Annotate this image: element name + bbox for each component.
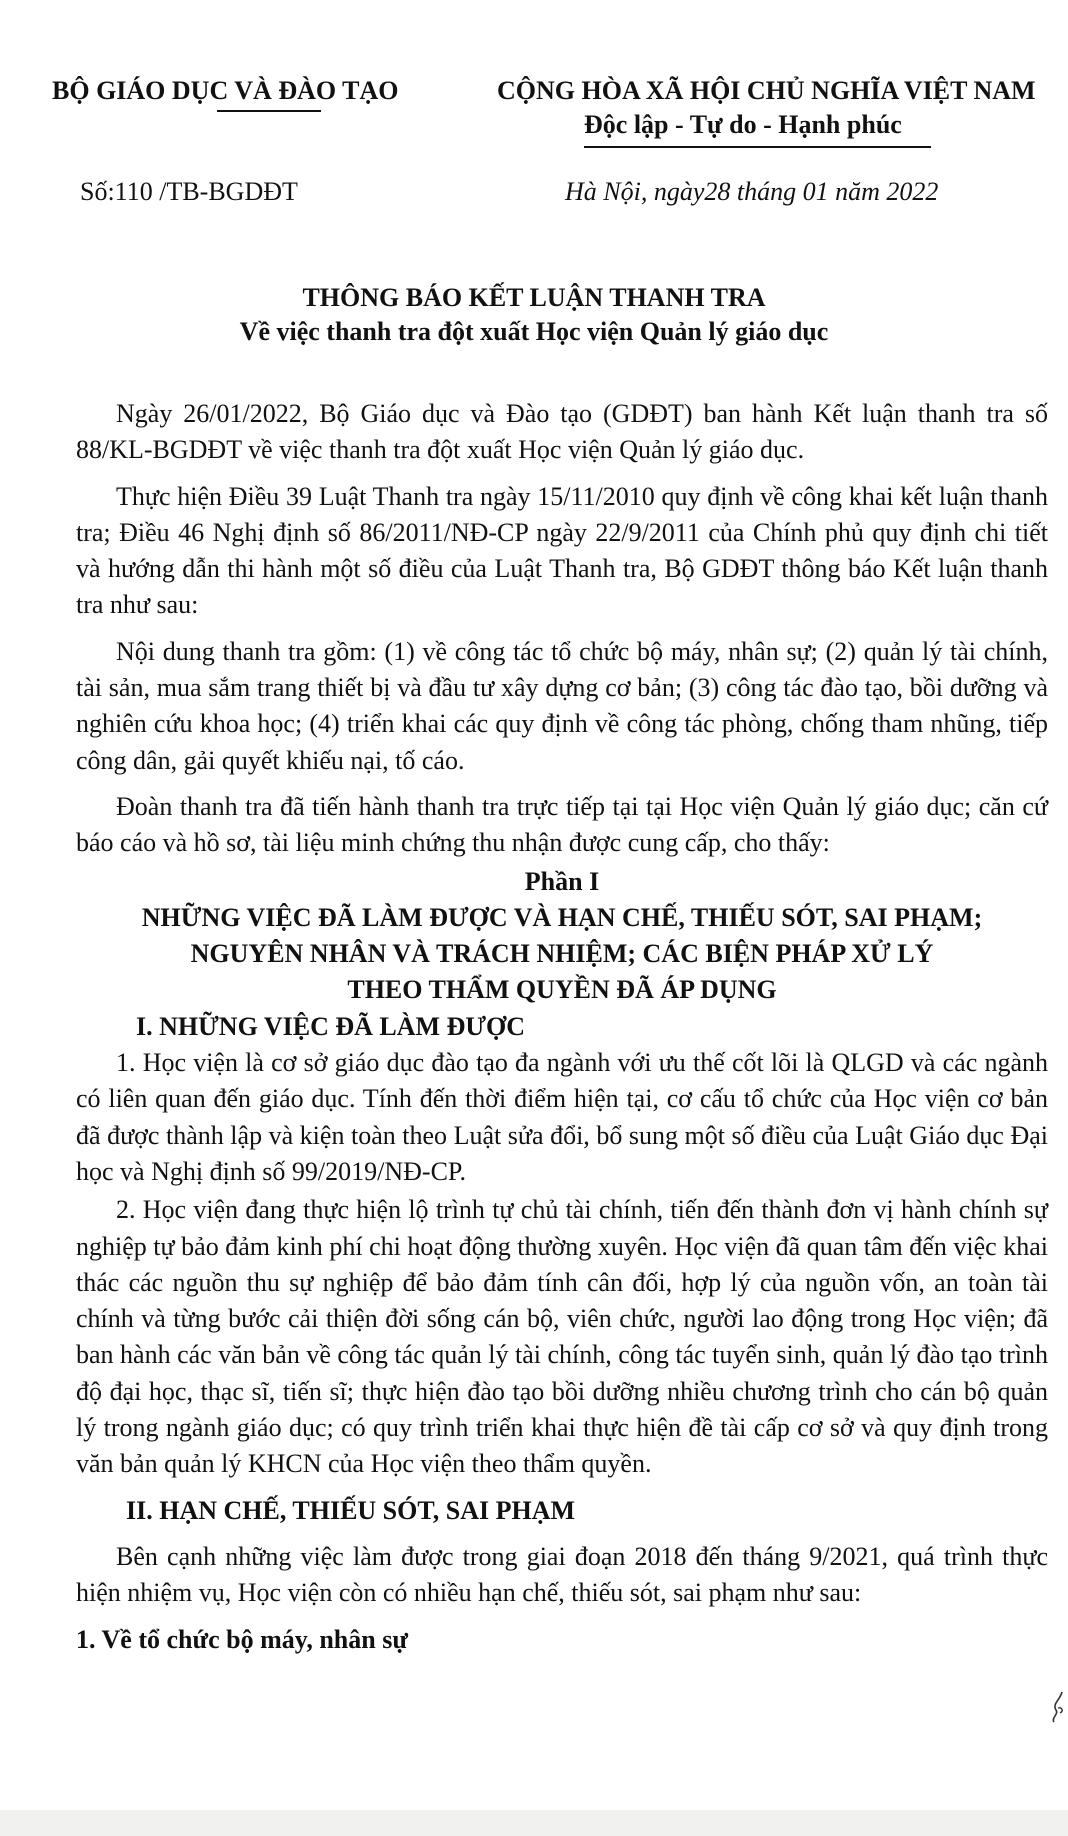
pen-mark-icon xyxy=(1048,1690,1068,1724)
section-1-heading: I. NHỮNG VIỆC ĐÃ LÀM ĐƯỢC xyxy=(136,1011,526,1041)
intro-paragraph-2: Thực hiện Điều 39 Luật Thanh tra ngày 15/11/2010 quy định về công khai kết luận thanh tra; Điều 46 Nghị định số 86/2011/NĐ-CP ngày 22/9/2011 của Chính phủ quy định chi tiết và hướng dẫn thi hành một số điều của Luật Thanh tra, Bộ GDĐT thông báo Kết luận thanh tra như sau: xyxy=(76,481,1048,620)
intro-paragraph-3: Nội dung thanh tra gồm: (1) về công tác tổ chức bộ máy, nhân sự; (2) quản lý tài chính, tài sản, mua sắm trang thiết bị và đầu tư xây dựng cơ bản; (3) công tác đào tạo, bồi dưỡng và nghiên cứu khoa học; (4) triển khai các quy định về công tác phòng, chống tham nhũng, tiếp công dân, gải quyết khiếu nại, tố cáo. xyxy=(76,636,1048,775)
document-date: Hà Nội, ngày28 tháng 01 năm 2022 xyxy=(565,177,939,206)
motto-underline xyxy=(584,146,931,148)
part-heading-line-1: NHỮNG VIỆC ĐÃ LÀM ĐƯỢC VÀ HẠN CHẾ, THIẾU SÓT, SAI PHẠM; xyxy=(141,902,983,932)
document-header xyxy=(0,72,1068,152)
section-2-heading: II. HẠN CHẾ, THIẾU SÓT, SAI PHẠM xyxy=(126,1495,576,1525)
document-title: THÔNG BÁO KẾT LUẬN THANH TRA xyxy=(302,283,766,312)
page-bottom-margin xyxy=(0,1810,1068,1836)
national-motto: Độc lập - Tự do - Hạnh phúc xyxy=(584,110,902,139)
national-title: CỘNG HÒA XÃ HỘI CHỦ NGHĨA VIỆT NAM xyxy=(497,76,1036,105)
section-1-item-1: 1. Học viện là cơ sở giáo dục đào tạo đa ngành với ưu thế cốt lõi là QLGD và các ngành có liên quan đến giáo dục. Tính đến thời điểm hiện tại, cơ cấu tổ chức của Học viện cơ bản đã được thành lập và kiện toàn theo Luật sửa đổi, bổ sung một số điều của Luật Giáo dục Đại học và Nghị định số 99/2019/NĐ-CP. xyxy=(76,1048,1048,1186)
document-subtitle: Về việc thanh tra đột xuất Học viện Quản lý giáo dục xyxy=(239,317,829,346)
section-2-subheading-1: 1. Về tổ chức bộ máy, nhân sự xyxy=(76,1624,408,1654)
section-2-paragraph-1: Bên cạnh những việc làm được trong giai đoạn 2018 đến tháng 9/2021, quá trình thực hiện nhiệm vụ, Học viện còn có nhiều hạn chế, thiếu sót, sai phạm như sau: xyxy=(76,1541,1048,1608)
document-body xyxy=(76,396,1048,1668)
section-1-item-2: 2. Học viện đang thực hiện lộ trình tự chủ tài chính, tiến đến thành đơn vị hành chính sự nghiệp tự bảo đảm kinh phí chi hoạt động thường xuyên. Học viện đã quan tâm đến việc khai thác các nguồn thu sự nghiệp để bảo đảm tính cân đối, hợp lý của nguồn vốn, an toàn tài chính và từng bước cải thiện đời sống cán bộ, viên chức, người lao động trong Học viện; đã ban hành các văn bản về công tác quản lý tài chính, công tác tuyển sinh, quản lý đào tạo trình độ đại học, thạc sĩ, tiến sĩ; thực hiện đào tạo bồi dưỡng nhiều chương trình cho cán bộ quản lý trong ngành giáo dục; có quy trình triển khai thực hiện đề tài cấp cơ sở và quy định trong văn bản quản lý KHCN của Học viện theo thẩm quyền. xyxy=(76,1195,1048,1479)
issuing-agency: BỘ GIÁO DỤC VÀ ĐÀO TẠO xyxy=(52,76,399,105)
part-heading-line-2: NGUYÊN NHÂN VÀ TRÁCH NHIỆM; CÁC BIỆN PHÁP XỬ LÝ xyxy=(190,939,934,969)
intro-paragraph-1: Ngày 26/01/2022, Bộ Giáo dục và Đào tạo (GDĐT) ban hành Kết luận thanh tra số 88/KL-BGDĐT về việc thanh tra đột xuất Học viện Quản lý giáo dục. xyxy=(76,399,1048,465)
part-label: Phần I xyxy=(524,866,600,896)
intro-paragraph-4: Đoàn thanh tra đã tiến hành thanh tra trực tiếp tại tại Học viện Quản lý giáo dục; căn cứ báo cáo và hồ sơ, tài liệu minh chứng thu nhận được cung cấp, cho thấy: xyxy=(76,791,1048,858)
part-heading-line-3: THEO THẨM QUYỀN ĐÃ ÁP DỤNG xyxy=(347,975,777,1005)
agency-underline xyxy=(217,110,321,112)
document-number: Số:110 /TB-BGDĐT xyxy=(80,177,298,206)
